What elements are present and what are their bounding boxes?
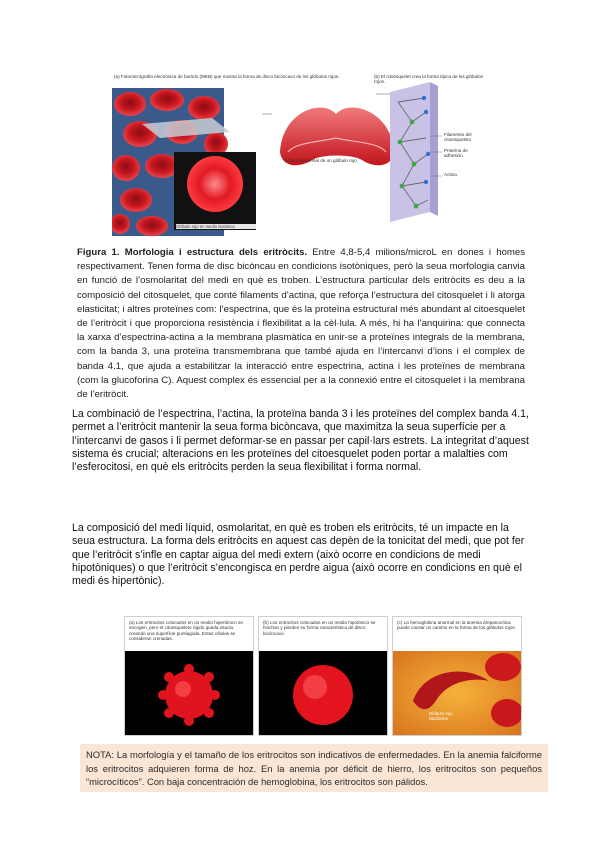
cyto-label-filament: Filamento del citoesqueleto <box>444 132 472 143</box>
paragraph-1: La combinació de l’espectrina, l’actina, la proteïna banda 3 i les proteïnes del complex banda 4.1, permet a l’eritròcit mantenir la seua forma bicòncava, que maximitza la seua superfície per a l’intercanvi de gasos i li permet deformar-se en passar per capil·lars estrets. La integritat d’aquest sistema és crucial; alteracions en les proteïnes del citoesquelet poden portar a malalties com l’esferocitosi, en què els eritròcits perden la seua flexibilitat i forma normal. <box>72 408 529 474</box>
rbc <box>136 216 168 236</box>
cross-section-label: Corte transversal de un glóbulo rojo <box>284 158 357 163</box>
figure-2-panel-a <box>124 616 254 736</box>
figure-1-illustration <box>112 72 484 240</box>
figure-2-panel-c <box>392 616 522 736</box>
cross-section-cell <box>280 108 394 166</box>
paragraph-2: La composició del medi líquid, osmolaritat, en què es troben els eritròcits, té un impacte en la seua estructura. La forma dels eritròcits en aquest cas depèn de la tonicitat del medi, que pot fer que l’eritròcit s’infle en captar aigua del medi extern (això ocorre en condicions de medi hipotòniques) o que l’eritròcit s’encongisca en perdre aigua (això ocorre en condicions en què el medi és hipertònic). <box>72 522 525 588</box>
crenated-cell <box>158 664 220 726</box>
swollen-cell-image <box>259 651 387 735</box>
rbc <box>112 155 140 181</box>
figure-1-caption <box>77 246 525 402</box>
note-box <box>80 744 548 792</box>
rbc <box>114 92 146 116</box>
caption-title: Figura 1. Morfologia i estructura dels eritròcits. <box>77 247 308 258</box>
cyto-label-actin: Actina <box>444 172 457 177</box>
cyto-label-adhesion: Proteína de adhesión <box>444 148 468 159</box>
figure-2 <box>124 616 522 736</box>
sickle-label: Glóbulo rojo falciforme <box>429 711 453 722</box>
rbc <box>120 188 152 212</box>
figure-2-panel-b <box>258 616 388 736</box>
sickle-cell-image <box>393 651 521 735</box>
caption-body: Entre 4,8-5,4 milions/microL en dones i homes respectivament. Tenen forma de disc bicòncau en condicions isotòniques, però la seua morfologia canvia en funció de l’osmolaritat del medi en què es troben. L’estructura particular dels eritròcits es deu a la composició del citosquelet, que conté filaments d’actina, que reforça l’estructura del citosquelet i li atorga elasticitat; i altres proteïnes com: l’espectrina, que és la proteïna estructural més abundant al citoesquelet de l’eritròcit i que proporciona resistència i flexibilitat a la cèl·lula. A més, hi ha l’anquirina: que connecta la xarxa d’espectrina-actina a la membrana plasmàtica en unir-se a proteïnes integrals de la membrana, com la banda 3, una proteïna transmembrana que també ajuda en l’intercanvi d’ions i el complex de banda 4.1, que ajuda a estabilitzar la interacció entre espectrina, actina i les proteïnes de membrana (com la glucoforina C). Aquest complex és essencial per a la connexió entre el citosquelet i la membrana de l’eritròcit. <box>77 247 525 401</box>
membrane-sheet <box>390 82 430 222</box>
figure-1 <box>112 72 484 240</box>
panel-b-caption: (b) Los eritrocitos colocados en un medio hipotónico se hinchan y pierden su forma característica de disco bicóncavo. <box>263 620 376 636</box>
normal-cell <box>485 653 521 681</box>
note-text: NOTA: La morfología y el tamaño de los eritrocitos son indicativos de enfermedades. En la anemia falciforme los eritrocitos adquieren forma de hoz. En la anemia por déficit de hierro, los eritrocitos son pequeños “microcíticos”. Con baja concentración de hemoglobina, los eritrocitos son pálidos. <box>86 749 542 788</box>
membrane-side <box>430 82 438 216</box>
panel-b-title: (b) El citoesquelet crea la forma típica de los glòbulos rojos. <box>374 74 484 85</box>
inset-label: Glóbulo rojo en medio isotónico <box>176 224 256 229</box>
panel-a-caption: (a) Los eritrocitos colocados en un medio hipertónico se encogen, pero el citoesqueleto rígido queda intacto, creando una superficie puntiaguda. Estas células se consideran crenadas. <box>129 620 243 642</box>
rbc <box>188 96 220 120</box>
rbc <box>145 154 179 178</box>
panel-a-title: (a) Fotomicrografia electrònica de barrido (MEB) que mostra la forma de disco bicòncavo de los glòbulos rojos. <box>114 74 340 79</box>
crenated-cell-image <box>125 651 253 735</box>
inset-cell <box>187 156 243 212</box>
panel-c-caption: (c) La hemoglobina anormal en la anemia drepanocítica puede causar un cambio en la forma de los glóbulos rojos. <box>397 620 516 631</box>
rbc <box>150 89 184 111</box>
